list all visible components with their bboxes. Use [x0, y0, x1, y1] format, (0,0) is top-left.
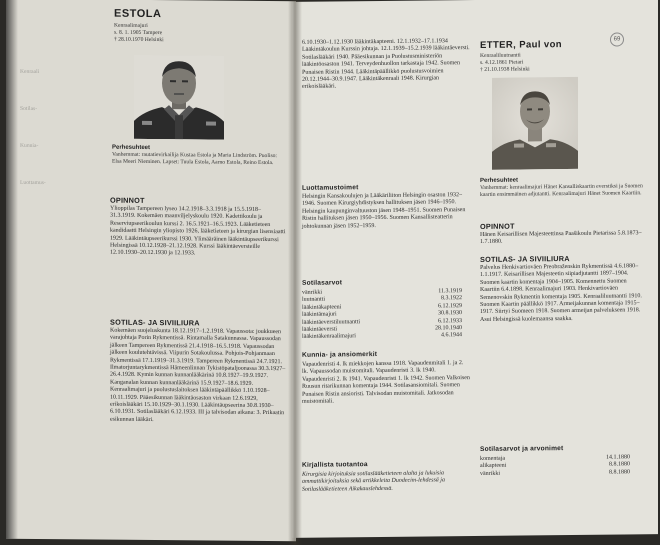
left-page-shadow — [6, 0, 18, 541]
rank-line: Kenraalimajuri — [114, 22, 148, 29]
caption-heading: Perhesuhteet — [112, 144, 151, 151]
career-heading-right: SOTILAS- JA SIVIILIURA — [480, 254, 570, 264]
rank-name: lääkintäkapteeni — [302, 304, 342, 311]
medal-rank: komentaja — [480, 455, 505, 462]
opinnot-heading: OPINNOT — [110, 195, 145, 205]
margin-fragment: Kunnia- — [20, 142, 39, 150]
death-line: † 28.10.1970 Helsinki — [114, 36, 164, 44]
career-heading: SOTILAS- JA SIVIILIURA — [110, 317, 200, 328]
medal-date: 14.1.1880 — [606, 454, 630, 461]
rank-date: 6.12.1933 — [438, 317, 462, 325]
rank-date: 4.6.1944 — [441, 332, 462, 339]
writings-text: Kirurgisia kirjoituksia sotilaslääketieteen alalta ja lukuisia ammattikirjoituksia sekä artikkeleita Duodecim-lehdessä ja Sotilaslääketieteen Aikakauslehdessä. — [302, 470, 445, 493]
margin-fragment: Sotilas- — [20, 105, 38, 113]
opinnot-text: Ylioppilas Tampereen lyseo 14.2.1918–3.3.1918 ja 15.5.1918–31.3.1919. Kokemäen maanviljelyskoulu 1920. Kadettikoulu ja Reserviupseerikoulun kurssi 2. 16.5.1921–16.5.1923. Lääketieteen kandidaatti Helsingin yliopisto 1926, lääketieteen ja kirurgian lisensiaatti 1929. Lääkintäupseerikurssi 1930. Ylimääräinen lääkintäupseerikurssi Helsingissä 10.12.1928–21.12.1928. Kurssi lääkintäeversteille 12.10.1930–20.12.1930 ja 12.1933. — [110, 205, 286, 257]
portrait-photo — [134, 55, 224, 140]
portrait-image — [134, 55, 224, 140]
rank-name: luutnantti — [302, 296, 325, 304]
career-continued: 6.10.1930–1.12.1930 lääkintäkapteeni. 12.1.1932–17.1.1934 Lääkintäkoulun Kurssin johtaja. 12.1.1939–15.2.1939 lääkintäeversti. Sotilaslääkäri 1940. Pääesikunnan ja Puolustusministeriön lääkintöosaston 1941. Terveydenhuollon tarkastaja 1942. Suomen Punaisen Ristin 1944. Lääkintäpäällikkö puolustusvoimien 20.12.1944–30.9.1947. Lääkintäkenraali 1948. Kirurgian erikoislääkäri. — [302, 38, 470, 91]
rank-date: 8.3.1922 — [441, 295, 462, 302]
career-text-right: Palvelus Henkivartioväen Preobraženskin Rykmentissä 4.6.1880–1.1.1917. Keisarillisen Majesteetin siipiadjutantti 1897–1904. Suomen kaartin komentaja 1904–1905. Komennettu Suomen Kaartiin 6.4.1898. Kenraalimajuri 1903. Henkivartioväen Semenovskin Rykmentin komentaja 1905. Kenraaliluutnantti 1910. Suomen Kaartin päällikkö 1917. Armeijakunnan komentaja 1915–1917. Siirtyi Suomeen 1918. Suomen armeijan palvelukseen 1918. Asui Helsingissä kuolemaansa saakka. — [480, 263, 642, 323]
ranks-heading: Sotilasarvot — [302, 279, 343, 287]
career-text: Kokemäen suojeluskunta 18.12.1917–1.2.1918. Vapaussota: joukkueen varajohtaja Porin Rykmentissä. Rintamalla Satakunnassa. Vapaussodan jälkeen Tampereen Rykmentissä 21.4.1918–16.5.1918. Vapaussodan jälkeen koulutehtävissä. Viipurin Sotakoulussa. Pohjois-Pohjanmaan Rykmentissä 17.1.1919–31.3.1919. Tampereen Rykmentissä 24.7.1921. Ilmatorjuntarykmentissä Hämeenlinnan Tykistöpataljoonassa 30.3.1927–26.4.1928. Kymin kunnan kunnanlääkärinä 10.8.1927–19.9.1927. Kanganalan kunnan kunnanlääkärinä 15.9.1927–18.6.1929. Kenraalimajuri ja puolustuslaitoksen lääkintäpäällikkö 1.10.1928–10.11.1929. Pääesikunnan lääkintäosaston virkaan 12.6.1929, erikoislääkäri 15.10.1929–30.1.1930. Lääkintäupseerina 30.8.1930–6.10.1931. Sotilaslääkäri 6.12.1933. III ja talvisodan aikana: 3. Prikaatin esikunnan lääkäri. — [110, 327, 286, 423]
writings-heading: Kirjallista tuotantoa — [302, 461, 368, 469]
left-page — [6, 0, 296, 541]
honours-heading: Kunnia- ja ansiomerkit — [302, 351, 378, 359]
rank-name: lääkintäeversti — [302, 326, 337, 333]
birth-line: s. 8. 1. 1905 Tampere — [114, 29, 163, 37]
medal-date: 8.8.1880 — [609, 469, 630, 476]
margin-fragments — [20, 69, 70, 187]
honours-text: Vapaudenristi 4. lk miekkojen kanssa 1918. Vapaudenmitali 1. ja 2. lk. Vapaussodan muistomitali. Vapaudenristi 3. lk 1940. Vapaudenristi 2. lk 1941. Vapaudenristi 1. lk 1942. Suomen Valkoisen Ruusun ritarikunnan komentaja 1944. Sotilasansiomitali. Suomen Punaisen Ristin ansioristi. Talvisodan muistomitali. Jatkosodan muistomitali. — [302, 360, 470, 405]
caption-text: Vanhemmat: rautatievirkailija Kustaa Estola ja Maria Lindström. Puoliso: Elsa Meeri Nieminen. Lapset: Tuula Estola, Aarno Estola, Reino Estola. — [112, 151, 277, 167]
medals-heading: Sotilasarvot ja arvonimet — [480, 445, 564, 453]
medal-date: 8.8.1880 — [609, 461, 630, 469]
opinnot-text-right: Hänen Keisarillisen Majesteettinsa Paašikoulu Pietarissa 5.8.1873–1.7.1880. — [480, 230, 642, 246]
rank-date: 11.3.1919 — [438, 288, 462, 295]
portrait-image-right — [492, 77, 578, 170]
photo-caption-right — [480, 176, 648, 199]
rank-line: Kenraaliluutnantti — [480, 52, 521, 59]
rank-row — [302, 333, 462, 342]
ranks-table — [302, 288, 462, 342]
caption-text: Vanhemmat: kenraalimajuri Hänet Kansalliskaartin everstiksi ja Suomen kaartin ensimmäinen adjutantti. Kenraalimajuri Hänet Suomen Kaartiin. — [480, 183, 643, 198]
birth-info-right — [480, 51, 630, 74]
trust-text: Helsingin Kansakoulujen ja Lääkäriliiton Helsingin osaston 1932–1946. Suomen Kirurgiyhdistyksen hallituksen jäsen 1946–1950. Helsingin kaupunginvaltuuston jäsen 1948–1951. Suomen Punaisen Ristin hallituksen jäsen 1950–1956. Suomen Kansallisteatterin johtokunnan jäsen 1952–1959. — [302, 192, 466, 230]
medal-rank: alikapteeni — [480, 463, 507, 470]
margin-fragment: Luottamus- — [20, 179, 46, 187]
rank-date: 28.10.1940 — [435, 325, 462, 332]
birth-line: s. 4.12.1861 Pietari — [480, 59, 524, 66]
death-line: † 21.10.1938 Helsinki — [480, 66, 530, 73]
rank-name: lääkintämajuri — [302, 311, 337, 319]
medal-row — [480, 469, 630, 478]
rank-date: 6.12.1929 — [438, 302, 462, 310]
trust-heading: Luottamustoimet — [302, 184, 359, 192]
caption-heading: Perhesuhteet — [480, 177, 519, 184]
rank-name: lääkintäeverstiluutnantti — [302, 318, 360, 326]
rank-name: vänrikki — [302, 289, 322, 296]
medals-table — [480, 454, 630, 478]
photo-caption — [112, 145, 284, 168]
portrait-photo-right — [492, 77, 578, 170]
margin-fragment: Kenraali — [20, 68, 40, 76]
person-name-right: ETTER, Paul von — [480, 39, 563, 51]
right-page — [292, 0, 658, 538]
rank-date: 30.8.1930 — [438, 310, 462, 317]
opinnot-heading-right: OPINNOT — [480, 221, 515, 231]
person-name: ESTOLA — [114, 7, 162, 21]
birth-info — [114, 23, 264, 45]
rank-name: lääkintäkenraalimajuri — [302, 333, 356, 341]
book-gutter — [288, 0, 302, 545]
page-number: 69 — [610, 32, 624, 46]
medal-rank: vänrikki — [480, 470, 500, 477]
